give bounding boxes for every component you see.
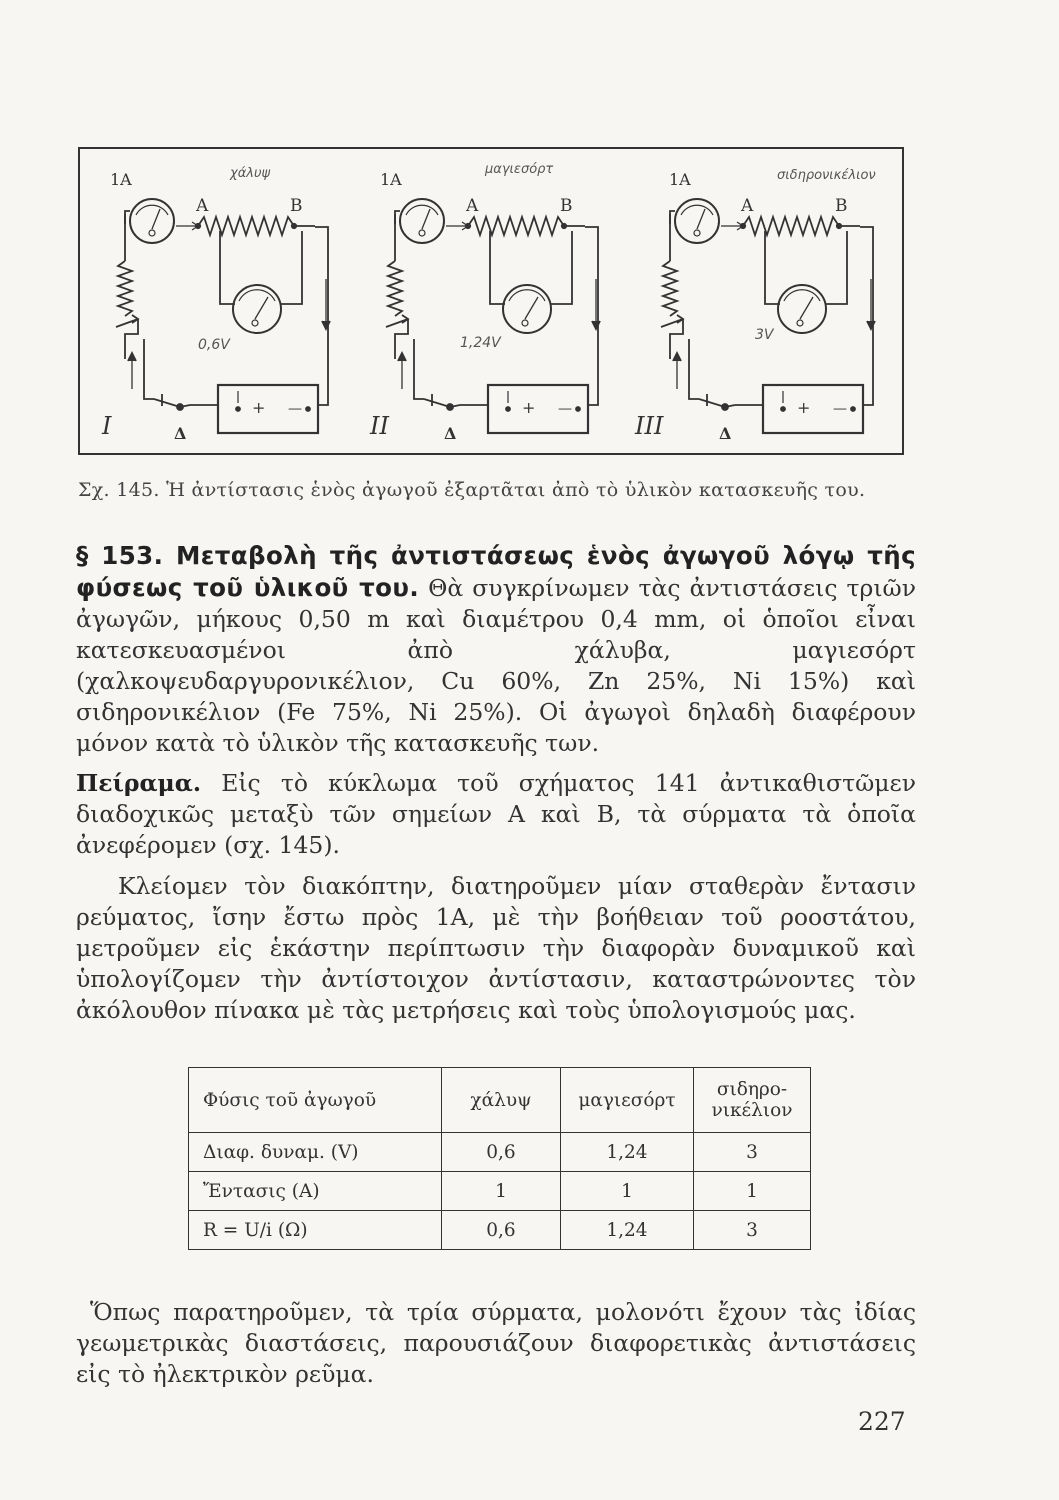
table-header-row [189, 1068, 811, 1133]
voltage-label-1: 0,6V [198, 337, 230, 353]
table-cell: 1 [561, 1172, 694, 1211]
measurements-table [188, 1067, 811, 1250]
header-cell: χάλυψ [442, 1068, 561, 1133]
procedure-paragraph: Κλείομεν τὸν διακόπτην, διατηροῦμεν μίαν σταθερὰν ἔντασιν ρεύματος, ἴσην ἔστω πρὸς 1A, μὲ τὴν βοήθειαν τοῦ ροοστάτου, μετροῦμεν εἰς ἑκάστην περίπτωσιν τὴν διαφορὰν δυναμικοῦ καὶ ὑπολογίζομεν τὴν ἀντίστοιχον ἀντίστασιν, καταστρώνοντες τὸν ἀκόλουθον πίνακα μὲ τὰς μετρήσεις καὶ τοὺς ὑπολογισμούς μας. [76, 872, 916, 1024]
material-label-2: μαγιεσόρτ [485, 162, 554, 177]
point-a-2: A [466, 196, 479, 216]
point-b-3: B [835, 196, 848, 216]
current-label-1: 1A [110, 170, 132, 189]
table-row [189, 1211, 811, 1250]
circuit-1 [101, 166, 330, 443]
numeral-1: I [102, 412, 112, 440]
table-cell: R = U/i (Ω) [189, 1211, 442, 1250]
minus-2: — [558, 401, 572, 417]
numeral-3: III [635, 412, 664, 440]
minus-1: — [288, 401, 302, 417]
table-cell: 0,6 [442, 1211, 561, 1250]
header-line: σιδηρο- [716, 1079, 788, 1100]
conclusion-paragraph: Ὅπως παρατηροῦμεν, τὰ τρία σύρματα, μολονότι ἔχουν τὰς ἰδίας γεωμετρικὰς διαστάσεις, παρουσιάζουν διαφορετικὰς ἀντιστάσεις εἰς τὸ ἠλεκτρικὸν ρεῦμα. [76, 1298, 916, 1388]
table-cell: 3 [694, 1133, 811, 1172]
experiment-text: Εἰς τὸ κύκλωμα τοῦ σχήματος 141 ἀντικαθιστῶμεν διαδοχικῶς μεταξὺ τῶν σημείων A καὶ B, τὰ σύρματα τὰ ὁποῖα ἀνεφέρομεν (σχ. 145). [76, 769, 916, 859]
point-b-2: B [560, 196, 573, 216]
point-b-1: B [290, 196, 303, 216]
figure-caption: Σχ. 145. Ἡ ἀντίστασις ἑνὸς ἀγωγοῦ ἐξαρτᾶται ἀπὸ τὸ ὑλικὸν κατασκευῆς του. [78, 479, 866, 501]
numeral-2: II [370, 412, 389, 440]
table-row [189, 1172, 811, 1211]
header-line: νικέλιον [711, 1100, 793, 1121]
table-cell: 1 [442, 1172, 561, 1211]
current-label-2: 1A [380, 170, 402, 189]
section-intro: Θὰ συγκρίνωμεν τὰς ἀντιστάσεις τριῶν ἀγωγῶν, μήκους 0,50 m καὶ διαμέτρου 0,4 mm, οἱ ὁποῖοι εἶναι κατεσκευασμένοι ἀπὸ χάλυβα, μαγιεσόρτ (χαλκοψευδαργυρονικέλιον, Cu 60%, Zn 25%, Ni 15%) καὶ σιδηρονικέλιον (Fe 75%, Ni 25%). Οἱ ἀγωγοὶ δηλαδὴ διαφέρουν μόνον κατὰ τὸ ὑλικὸν τῆς κατασκευῆς των. [76, 574, 916, 757]
experiment-label: Πείραμα. [76, 769, 202, 797]
header-cell: Φύσις τοῦ ἀγωγοῦ [189, 1068, 442, 1133]
point-a-1: A [196, 196, 209, 216]
table-row [189, 1133, 811, 1172]
table-cell: 1 [694, 1172, 811, 1211]
material-label-3: σιδηρονικέλιον [777, 168, 876, 183]
current-label-3: 1A [669, 170, 691, 189]
page-number: 227 [858, 1407, 906, 1436]
circuit-figure [78, 147, 904, 455]
table-cell: 1,24 [561, 1133, 694, 1172]
switch-label-1: Δ [174, 424, 187, 443]
voltage-label-2: 1,24V [460, 335, 501, 351]
minus-3: — [833, 401, 847, 417]
voltage-label-3: 3V [755, 327, 774, 343]
material-label-1: χάλυψ [230, 166, 271, 181]
circuit-2 [369, 162, 600, 443]
table-cell: 3 [694, 1211, 811, 1250]
table-cell: 1,24 [561, 1211, 694, 1250]
header-cell: μαγιεσόρτ [561, 1068, 694, 1133]
plus-2: + [522, 398, 536, 417]
table-cell: 0,6 [442, 1133, 561, 1172]
table-cell: Ἔντασις (A) [189, 1172, 442, 1211]
switch-label-2: Δ [444, 424, 457, 443]
circuit-3 [634, 168, 876, 443]
circuit-diagrams [80, 149, 906, 457]
point-a-3: A [741, 196, 754, 216]
section-paragraph [76, 540, 916, 759]
header-cell [694, 1068, 811, 1133]
section-heading: § 153. Μεταβολὴ τῆς ἀντιστάσεως ἑνὸς ἀγωγοῦ λόγῳ τῆς φύσεως τοῦ ὑλικοῦ του. [76, 541, 916, 602]
table-cell: Διαφ. δυναμ. (V) [189, 1133, 442, 1172]
switch-label-3: Δ [719, 424, 732, 443]
plus-1: + [252, 398, 266, 417]
experiment-paragraph [76, 768, 916, 861]
plus-3: + [797, 398, 811, 417]
